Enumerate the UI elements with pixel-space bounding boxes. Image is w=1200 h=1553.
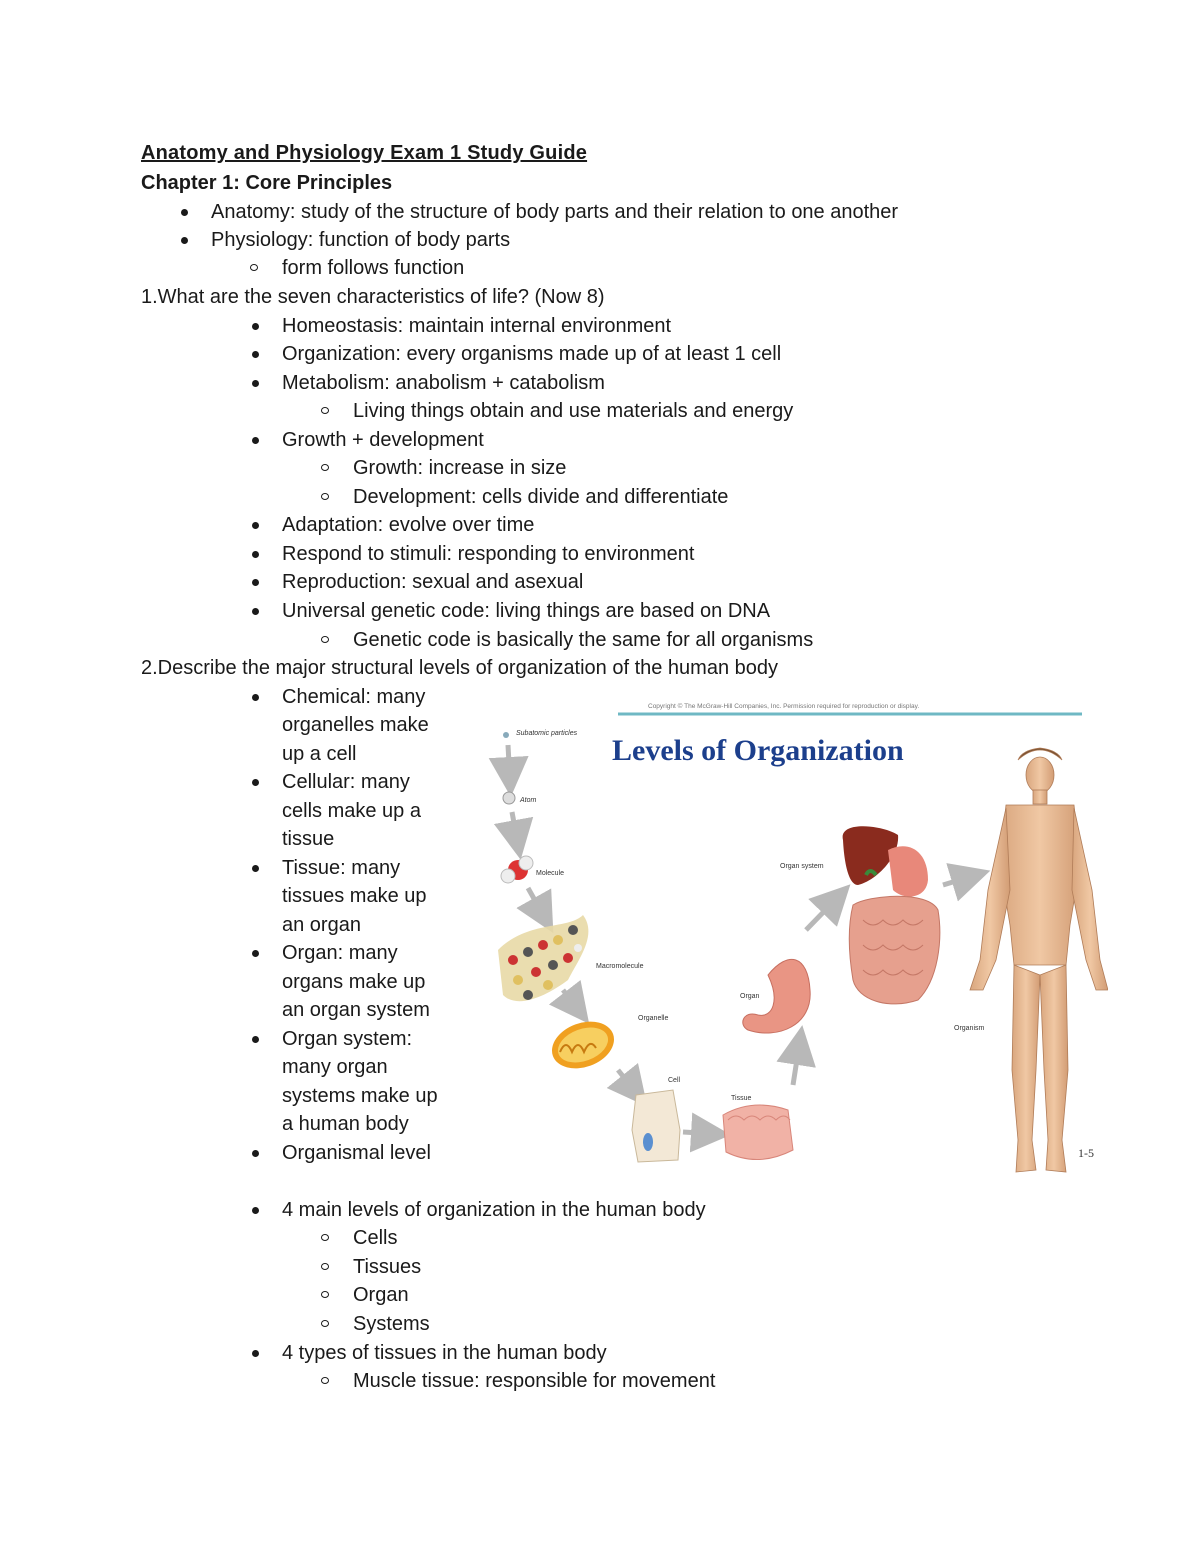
list-item: Cellular: many xyxy=(282,768,410,797)
list-subitem: Systems xyxy=(353,1310,430,1339)
arrow xyxy=(563,990,580,1012)
molecule-icon xyxy=(501,856,533,883)
list-item: Physiology: function of body parts xyxy=(211,226,510,255)
figure-number: 1-5 xyxy=(1078,1146,1094,1160)
arrow xyxy=(806,895,840,930)
arrow xyxy=(683,1132,716,1134)
question-2: 2.Describe the major structural levels of organization of the human body xyxy=(141,657,779,679)
list-subitem: Genetic code is basically the same for all organisms xyxy=(353,626,813,655)
list-item-continued: organelles make xyxy=(282,714,429,736)
label-cell: Cell xyxy=(668,1077,681,1084)
list-item-continued: an organ xyxy=(282,914,361,936)
human-body-icon xyxy=(970,748,1108,1172)
label-organelle: Organelle xyxy=(638,1015,669,1022)
digestive-system-icon xyxy=(843,826,940,1004)
list-item-continued: a human body xyxy=(282,1113,409,1135)
arrow xyxy=(618,1070,638,1095)
list-item: Organ system: xyxy=(282,1025,412,1054)
label-organ-system: Organ system xyxy=(780,863,824,870)
list-item-continued: many organ xyxy=(282,1056,388,1078)
figure-copyright: Copyright © The McGraw-Hill Companies, Inc. Permission required for reproduction or display. xyxy=(648,703,920,710)
list-subitem: Living things obtain and use materials and energy xyxy=(353,397,793,426)
label-macromolecule: Macromolecule xyxy=(596,963,644,970)
list-item: Adaptation: evolve over time xyxy=(282,511,534,540)
subatomic-particle-icon xyxy=(503,732,509,738)
list-item: Growth + development xyxy=(282,426,484,455)
arrow xyxy=(512,812,518,845)
list-item: 4 main levels of organization in the human body xyxy=(282,1196,706,1225)
list-item-continued: cells make up a xyxy=(282,800,421,822)
atom-icon xyxy=(503,792,515,804)
arrow xyxy=(508,745,510,782)
list-item: Organization: every organisms made up of at least 1 cell xyxy=(282,340,781,369)
label-tissue: Tissue xyxy=(731,1095,752,1102)
label-molecule: Molecule xyxy=(536,870,565,877)
document-title: Anatomy and Physiology Exam 1 Study Guide xyxy=(141,142,588,164)
cell-icon xyxy=(632,1090,680,1162)
tissue-icon xyxy=(723,1105,793,1159)
list-item: Reproduction: sexual and asexual xyxy=(282,568,583,597)
levels-of-organization-figure xyxy=(488,690,1108,1180)
list-item: Metabolism: anabolism + catabolism xyxy=(282,369,605,398)
arrow xyxy=(528,888,546,920)
list-subitem: form follows function xyxy=(282,254,464,283)
list-item-continued: an organ system xyxy=(282,999,430,1021)
chapter-heading: Chapter 1: Core Principles xyxy=(141,172,393,194)
list-item: Homeostasis: maintain internal environment xyxy=(282,312,671,341)
question-1: 1.What are the seven characteristics of life? (Now 8) xyxy=(141,286,605,308)
label-organ: Organ xyxy=(740,993,760,1000)
list-item-continued: organs make up xyxy=(282,971,426,993)
mitochondrion-icon xyxy=(545,1013,620,1076)
list-item: Chemical: many xyxy=(282,683,425,712)
list-item: Respond to stimuli: responding to environment xyxy=(282,540,694,569)
arrow xyxy=(793,1040,800,1085)
figure-title: Levels of Organization xyxy=(612,734,904,767)
list-item: Universal genetic code: living things are based on DNA xyxy=(282,597,770,626)
list-item: Organismal level xyxy=(282,1139,431,1168)
list-item: Anatomy: study of the structure of body parts and their relation to one another xyxy=(211,198,898,227)
label-organism: Organism xyxy=(954,1025,985,1032)
list-item: Tissue: many xyxy=(282,854,400,883)
label-atom: Atom xyxy=(520,797,537,804)
list-item-continued: systems make up xyxy=(282,1085,438,1107)
list-subitem: Tissues xyxy=(353,1253,421,1282)
arrow xyxy=(943,875,976,885)
label-subatomic: Subatomic particles xyxy=(516,730,578,737)
list-item-continued: tissues make up xyxy=(282,885,427,907)
macromolecule-icon xyxy=(498,915,588,1001)
list-subitem: Organ xyxy=(353,1281,409,1310)
list-subitem: Growth: increase in size xyxy=(353,454,566,483)
list-subitem: Development: cells divide and differentiate xyxy=(353,483,728,512)
list-item-continued: tissue xyxy=(282,828,335,850)
list-item: 4 types of tissues in the human body xyxy=(282,1339,607,1368)
list-subitem: Cells xyxy=(353,1224,397,1253)
list-item-continued: up a cell xyxy=(282,743,357,765)
list-subitem: Muscle tissue: responsible for movement xyxy=(353,1367,715,1396)
list-item: Organ: many xyxy=(282,939,398,968)
